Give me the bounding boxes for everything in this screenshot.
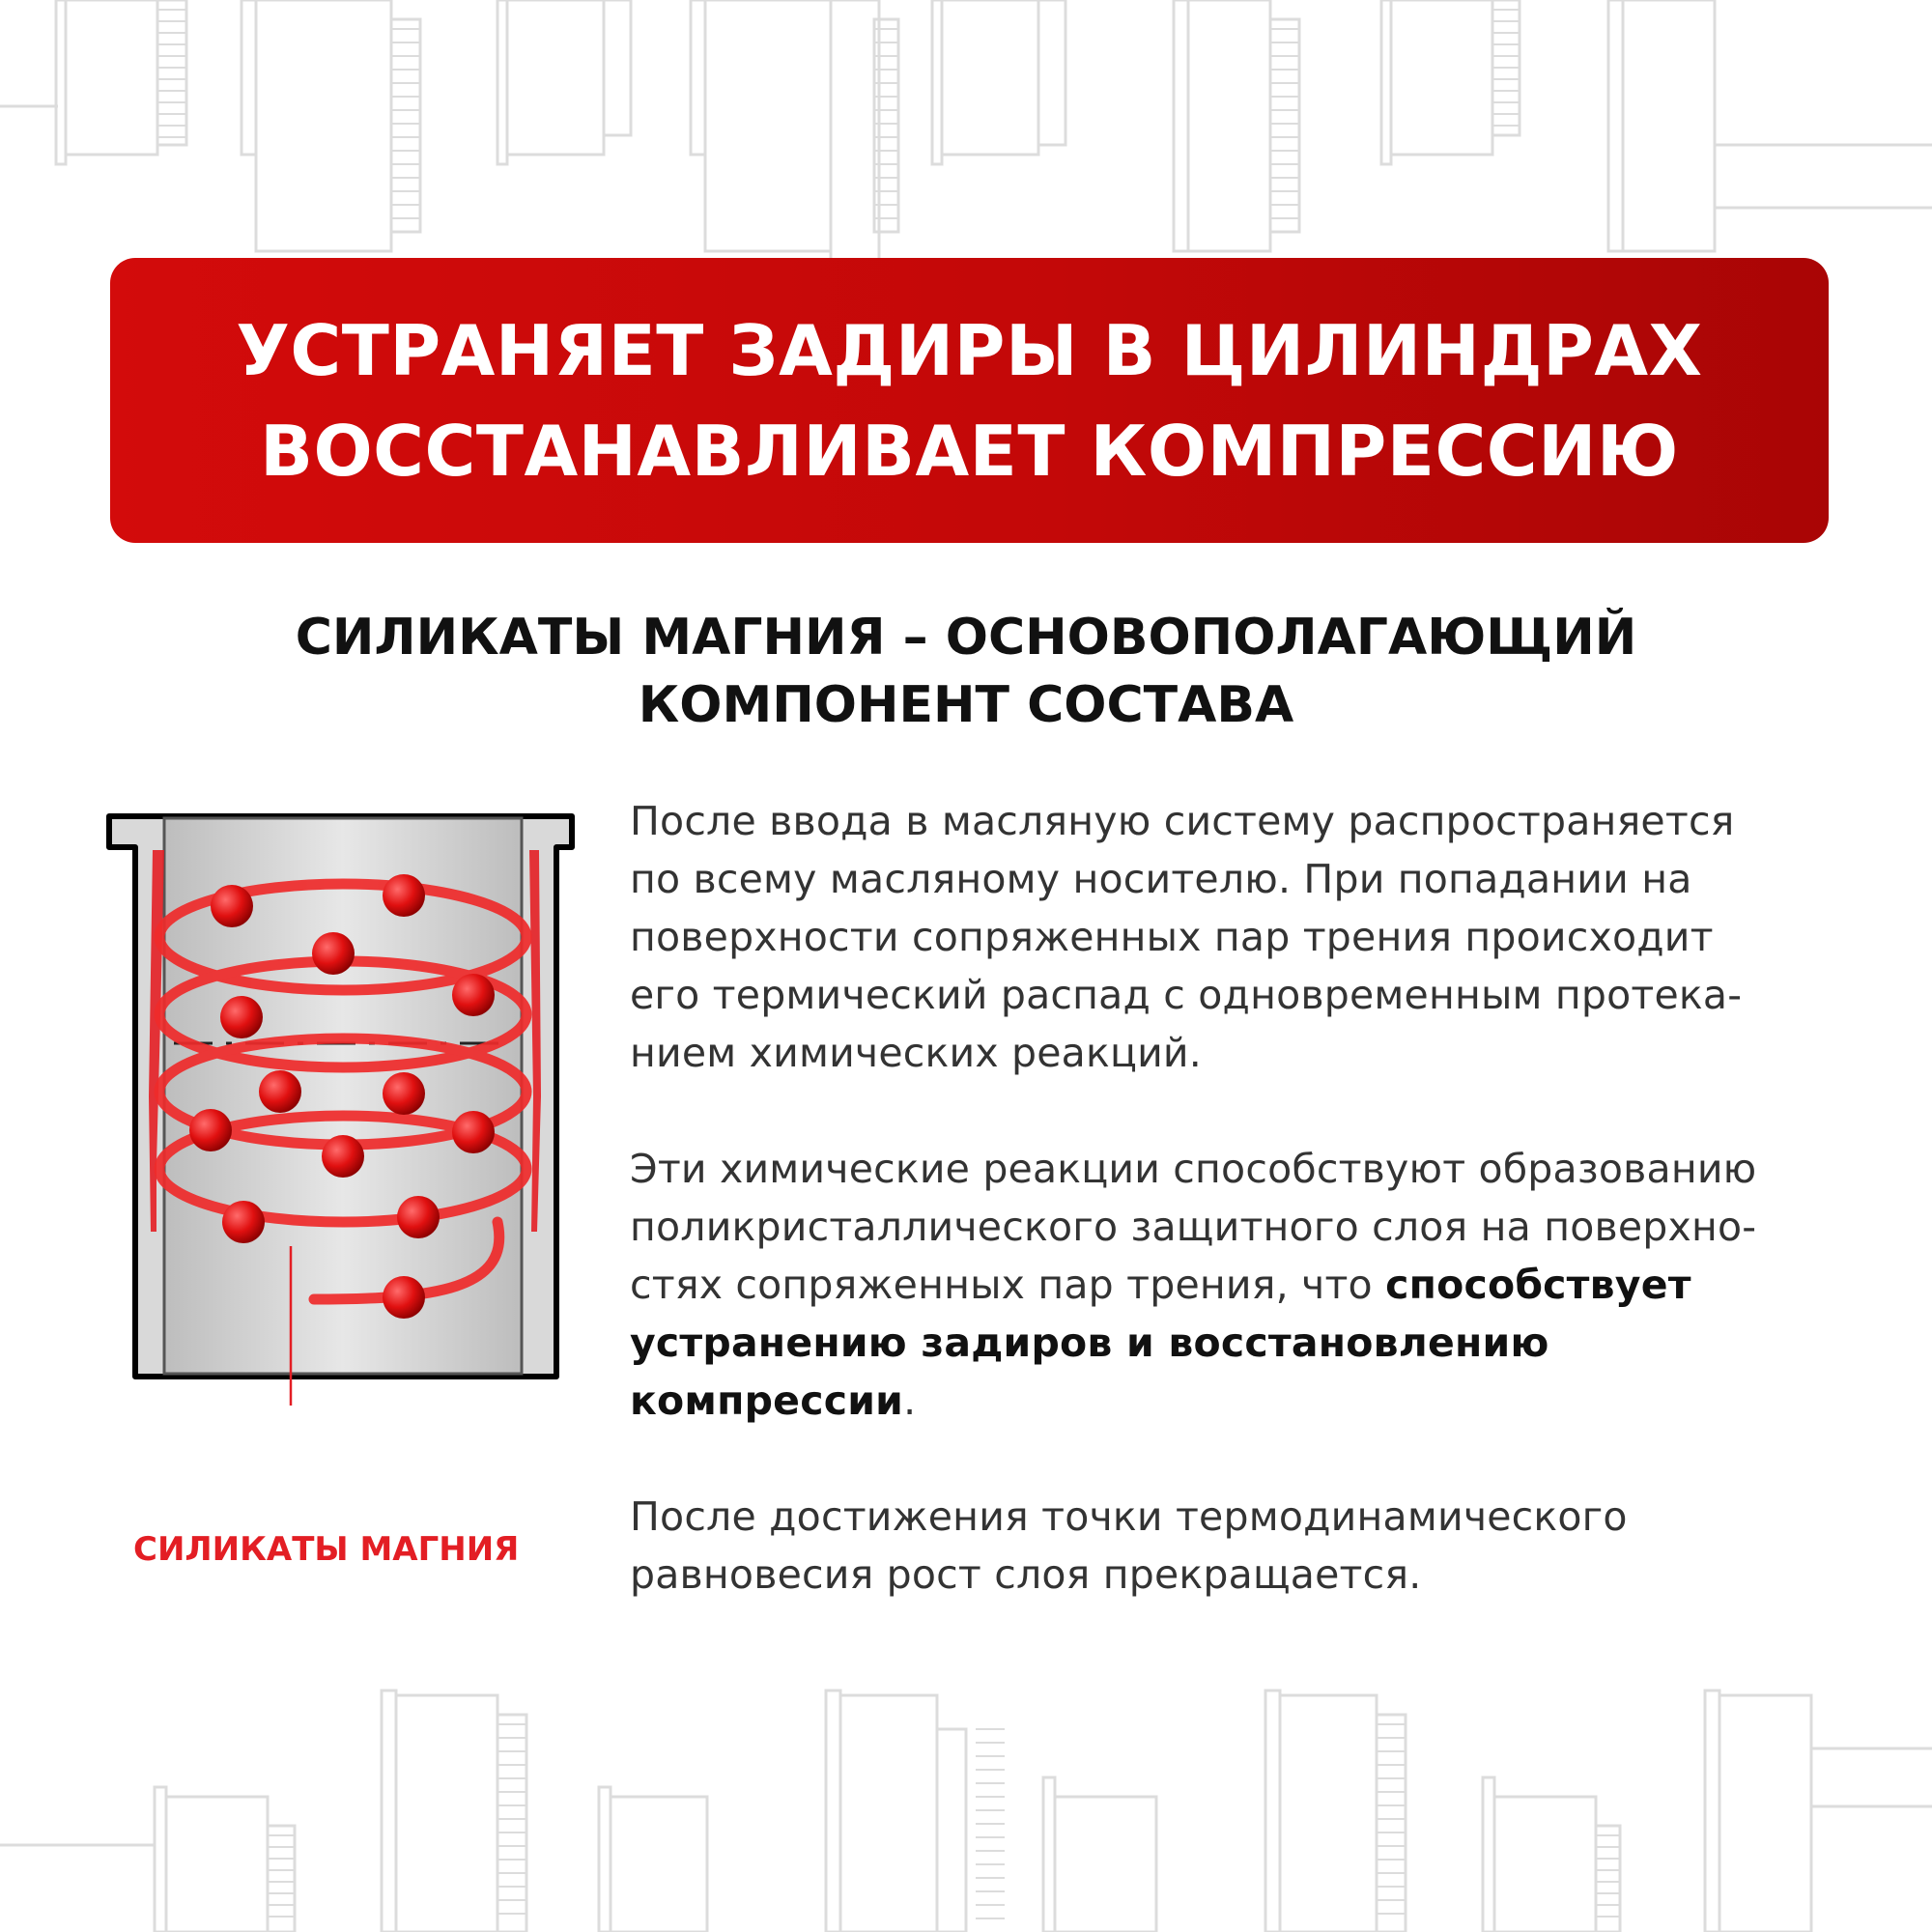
paragraph-1-line: нием химических реакций. — [630, 1030, 1202, 1076]
paragraph-2-emphasis: компрессии — [630, 1378, 904, 1424]
paragraph-2-line: Эти химические реакции способствуют образованию — [630, 1146, 1757, 1192]
paragraph-2-period: . — [903, 1378, 917, 1424]
paragraph-2-line — [630, 1372, 1876, 1430]
section-subtitle — [0, 604, 1932, 739]
crankshaft-decoration-top — [0, 0, 1932, 261]
cylinder-liner — [109, 816, 572, 1377]
header-banner — [110, 258, 1829, 543]
paragraph-1-line: по всему масляному носителю. При попадании на — [630, 856, 1692, 902]
paragraph-1 — [630, 792, 1876, 1082]
paragraph-2 — [630, 1140, 1876, 1430]
header-title-line-2: ВОССТАНАВЛИВАЕТ КОМПРЕССИЮ — [260, 410, 1679, 492]
paragraph-2-text: стях сопряженных пар трения, что — [630, 1262, 1386, 1308]
paragraph-2-line: поликристаллического защитного слоя на поверхно- — [630, 1204, 1757, 1250]
paragraph-2-line — [630, 1256, 1876, 1314]
paragraph-1-line: его термический распад с одновременным протека- — [630, 972, 1743, 1018]
subtitle-line-1: СИЛИКАТЫ МАГНИЯ – ОСНОВОПОЛАГАЮЩИЙ — [295, 609, 1637, 667]
paragraph-2-emphasis: устранению задиров и восстановлению — [630, 1320, 1549, 1366]
cylinder-illustration — [97, 807, 599, 1406]
magnesium-silicates-label: СИЛИКАТЫ МАГНИЯ — [133, 1530, 520, 1569]
description-text — [630, 792, 1876, 1662]
paragraph-1-line: поверхности сопряженных пар трения происходит — [630, 914, 1714, 960]
paragraph-3-line: После достижения точки термодинамического — [630, 1493, 1628, 1540]
paragraph-2-emphasis: способствует — [1385, 1262, 1691, 1308]
paragraph-1-line: После ввода в масляную систему распространяется — [630, 798, 1735, 844]
header-title-line-1: УСТРАНЯЕТ ЗАДИРЫ В ЦИЛИНДРАХ — [236, 309, 1703, 391]
subtitle-line-2: КОМПОНЕНТ СОСТАВА — [638, 676, 1294, 734]
crankshaft-decoration-bottom — [0, 1671, 1932, 1932]
paragraph-3-line: равновесия рост слоя прекращается. — [630, 1551, 1422, 1598]
paragraph-3 — [630, 1488, 1876, 1604]
